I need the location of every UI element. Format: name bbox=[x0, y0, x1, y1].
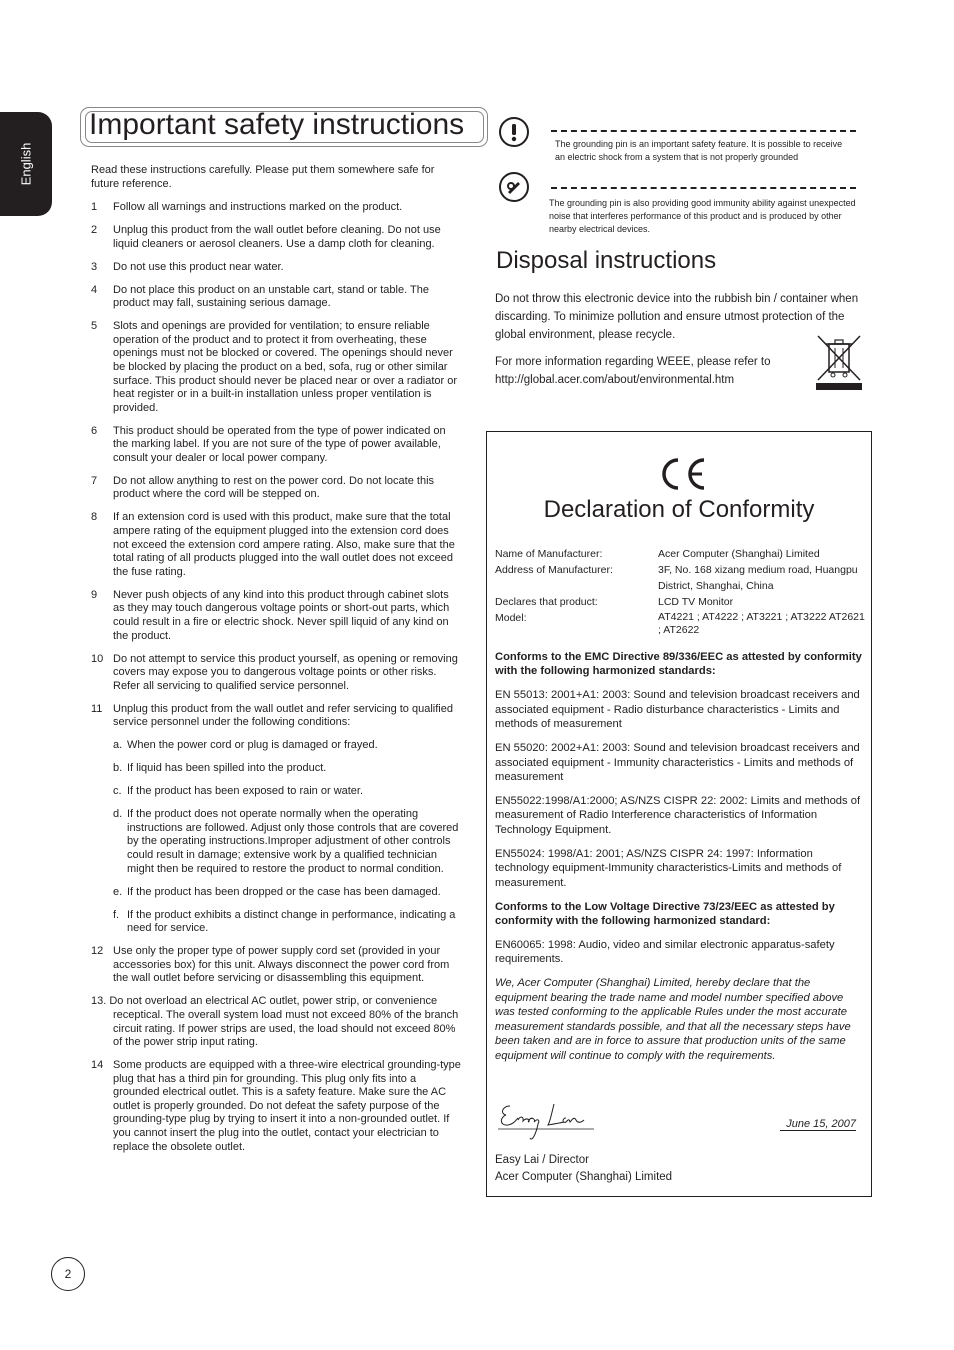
list-item bbox=[91, 703, 463, 730]
list-item-number: 3 bbox=[91, 260, 98, 273]
standard-en55020: EN 55020: 2002+A1: 2003: Sound and television broadcast receivers and associated equipment - Immunity characteristics - Limits and methods of measurement bbox=[495, 742, 860, 784]
meta-key: Name of Manufacturer: bbox=[495, 548, 603, 560]
meta-key: Address of Manufacturer: bbox=[495, 564, 613, 576]
meta-value: LCD TV Monitor bbox=[658, 596, 734, 608]
signature-date: June 15, 2007 bbox=[780, 1118, 856, 1131]
list-item-text: Slots and openings are provided for ventilation; to ensure reliable operation of the product and to protect it from overheating, these openings must not be blocked or covered. The openings should never be blocked by placing the product on a bed, sofa, rug or other similar surface. This product should never be placed near or over a radiator or heat register or in a built-in installation unless proper ventilation is provided. bbox=[113, 320, 458, 414]
list-item-number: 4 bbox=[91, 283, 98, 296]
list-item-number: 8 bbox=[91, 511, 98, 524]
sub-list-item bbox=[91, 886, 463, 900]
weee-bin-icon bbox=[815, 334, 863, 392]
list-item bbox=[91, 511, 463, 579]
signer-block bbox=[495, 1152, 795, 1186]
list-item-number: 13. bbox=[91, 995, 107, 1008]
sub-list-letter: c. bbox=[113, 785, 122, 798]
standard-en55022: EN55022:1998/A1:2000; AS/NZS CISPR 22: 2002: Limits and methods of measurement of Radio Interference characteristics of Information Technology Equipment. bbox=[495, 795, 861, 836]
warning-icon bbox=[499, 117, 529, 147]
disposal-title: Disposal instructions bbox=[496, 247, 717, 274]
list-item-text: Do not allow anything to rest on the power cord. Do not locate this product where the cord will be stepped on. bbox=[113, 474, 435, 501]
list-item bbox=[91, 653, 463, 694]
emc-heading: Conforms to the EMC Directive 89/336/EEC as attested by conformity with the following harmonized standards: bbox=[495, 651, 862, 678]
list-item-number: 9 bbox=[91, 588, 98, 601]
list-item-text: Never push objects of any kind into this product through cabinet slots as they may touch dangerous voltage points or short-out parts, which could result in a fire or electric shock. Never spill liquid of any kind on the product. bbox=[113, 588, 450, 642]
declaration-statement: We, Acer Computer (Shanghai) Limited, hereby declare that the equipment bearing the trade name and model number specified above was tested conforming to the applicable Rules under the most accurate measurement standards possible, and that all the necessary steps have been taken and are in force to assure that production units of the same equipment will continue to comply with the requirements. bbox=[495, 977, 851, 1062]
list-item bbox=[91, 320, 463, 415]
list-item bbox=[91, 224, 463, 251]
signer-name: Easy Lai / Director bbox=[495, 1154, 589, 1166]
list-item-number: 14 bbox=[91, 1059, 104, 1072]
standard-en55024: EN55024: 1998/A1: 2001; AS/NZS CISPR 24: 1997: Information technology equipment-Immunity characteristics-Limits and methods of measurement. bbox=[495, 847, 842, 889]
sub-list-item bbox=[91, 762, 463, 776]
list-item-text: Unplug this product from the wall outlet and refer servicing to qualified service personnel under the following conditions: bbox=[113, 702, 453, 729]
page-number: 2 bbox=[51, 1257, 85, 1291]
manufacturer-details bbox=[495, 546, 865, 637]
declaration-body bbox=[495, 650, 863, 1073]
meta-value: Acer Computer (Shanghai) Limited bbox=[658, 548, 820, 560]
sub-list-text: If liquid has been spilled into the product. bbox=[127, 762, 327, 775]
list-item-number: 1 bbox=[91, 201, 98, 213]
list-item-text: Do not use this product near water. bbox=[113, 260, 284, 273]
sub-list-item bbox=[91, 785, 463, 799]
list-item-text: Unplug this product from the wall outlet before cleaning. Do not use liquid cleaners or aerosol cleaners. Use a damp cloth for cleaning. bbox=[113, 223, 441, 250]
list-item-number: 5 bbox=[91, 320, 98, 333]
declaration-title: Declaration of Conformity bbox=[543, 496, 815, 523]
sub-list-letter: f. bbox=[113, 908, 120, 921]
language-tab-label: English bbox=[18, 142, 34, 186]
sub-list-letter: a. bbox=[113, 739, 123, 752]
list-item bbox=[91, 201, 463, 215]
immunity-note: The grounding pin is also providing good immunity ability against unexpected noise that interferes performance of this product and is produced by other nearby electrical devices. bbox=[549, 198, 856, 234]
list-item-text: If an extension cord is used with this product, make sure that the total ampere rating of the equipment plugged into the extension cord does not exceed the extension cord ampere rating. Also, make sure that the total rating of all products plugged into the wall outlet does not exceed the fuse rating. bbox=[113, 511, 455, 578]
list-item bbox=[91, 1059, 463, 1154]
grounding-note: The grounding pin is an important safety feature. It is possible to receive an electric shock from a system that is not properly grounded bbox=[555, 139, 843, 162]
note-icon bbox=[499, 172, 529, 202]
list-item-number: 6 bbox=[91, 424, 98, 437]
lvd-heading: Conforms to the Low Voltage Directive 73/23/EEC as attested by conformity with the following harmonized standard: bbox=[495, 900, 835, 928]
sub-list-letter: b. bbox=[113, 762, 123, 775]
list-item bbox=[91, 284, 463, 311]
sub-list-item bbox=[91, 739, 463, 753]
list-item-number: 11 bbox=[91, 702, 103, 715]
sub-list-item bbox=[91, 808, 463, 876]
sub-list-letter: d. bbox=[113, 808, 123, 821]
list-item-text: This product should be operated from the type of power indicated on the marking label. If you are not sure of the type of power available, consult your dealer or local power company. bbox=[113, 424, 446, 464]
sub-list-text: If the product has been exposed to rain or water. bbox=[127, 785, 364, 798]
meta-key: Declares that product: bbox=[495, 596, 598, 608]
list-item-text: Do not place this product on an unstable cart, stand or table. The product may fall, sustaining serious damage. bbox=[113, 283, 429, 310]
standard-en55013: EN 55013: 2001+A1: 2003: Sound and television broadcast receivers and associated equipment - Radio disturbance characteristics - Limits and methods of measurement bbox=[495, 689, 860, 731]
meta-value: 3F, No. 168 xizang medium road, Huangpu District, Shanghai, China bbox=[658, 564, 858, 592]
disposal-text: Do not throw this electronic device into the rubbish bin / container when discarding. To minimize pollution and ensure utmost protection of the global environment, please recycle. bbox=[495, 293, 859, 341]
list-item-number: 2 bbox=[91, 223, 98, 236]
list-item bbox=[91, 945, 463, 986]
list-item-text: Some products are equipped with a three-wire electrical grounding-type plug that has a third pin for grounding. This plug only fits into a grounded electrical outlet. This is a safety feature. Make sure the AC outlet is properly grounded. Do not defeat the safety purpose of the grounding-type plug by trying to insert it into a non-grounded outlet. If you cannot insert the plug into the outlet, contact your electrician to replace the obsolete outlet. bbox=[113, 1059, 461, 1153]
sub-list-text: If the product exhibits a distinct change in performance, indicating a need for service. bbox=[127, 908, 456, 935]
ce-mark-icon bbox=[656, 455, 708, 493]
list-item-number: 7 bbox=[91, 474, 98, 487]
divider bbox=[551, 187, 856, 189]
list-item bbox=[91, 475, 463, 502]
weee-text: For more information regarding WEEE, please refer to http://global.acer.com/about/environmental.htm bbox=[495, 356, 771, 386]
signature bbox=[496, 1098, 600, 1144]
sub-list-text: If the product has been dropped or the case has been damaged. bbox=[127, 885, 441, 898]
list-item-text: Do not overload an electrical AC outlet, power strip, or convenience receptical. The overall system load must not exceed 80% of the branch circuit rating. If power strips are used, the load should not exceed 80% of the power strip input rating. bbox=[109, 995, 459, 1049]
list-item bbox=[91, 995, 463, 1049]
intro-text: Read these instructions carefully. Please put them somewhere safe for future reference. bbox=[91, 164, 435, 190]
page-title: Important safety instructions bbox=[89, 108, 465, 141]
list-item-number: 12 bbox=[91, 945, 104, 958]
standard-en60065: EN60065: 1998: Audio, video and similar electronic apparatus-safety requirements. bbox=[495, 939, 835, 966]
sub-list-letter: e. bbox=[113, 885, 123, 898]
meta-value: AT4221 ; AT4222 ; AT3221 ; AT3222 AT2621 ; AT2622 bbox=[658, 611, 865, 636]
sub-list-text: When the power cord or plug is damaged or frayed. bbox=[127, 739, 378, 752]
language-tab bbox=[0, 112, 52, 216]
signer-company: Acer Computer (Shanghai) Limited bbox=[495, 1171, 673, 1183]
list-item bbox=[91, 589, 463, 643]
list-item bbox=[91, 261, 463, 275]
sub-list-item bbox=[91, 909, 463, 936]
list-item-text: Use only the proper type of power supply cord set (provided in your accessories box) for this unit. Always disconnect the power cord from the wall outlet before servicing or disassembling this equipment. bbox=[113, 945, 450, 985]
list-item-number: 10 bbox=[91, 652, 104, 665]
sub-list-text: If the product does not operate normally when the operating instructions are followed. Adjust only those controls that are covered by the operating instructions.Improper adjustment of other controls could result in damage; extensive work by a qualified technician might then be required to restore the product to normal condition. bbox=[127, 808, 459, 875]
list-item bbox=[91, 425, 463, 466]
list-item-text: Do not attempt to service this product yourself, as opening or removing covers may expose you to dangerous voltage points or other risks. Refer all servicing to qualified service personnel. bbox=[113, 652, 458, 692]
safety-list bbox=[91, 201, 463, 1164]
divider bbox=[551, 130, 856, 132]
list-item-text: Follow all warnings and instructions marked on the product. bbox=[113, 201, 403, 213]
meta-key: Model: bbox=[495, 612, 527, 624]
